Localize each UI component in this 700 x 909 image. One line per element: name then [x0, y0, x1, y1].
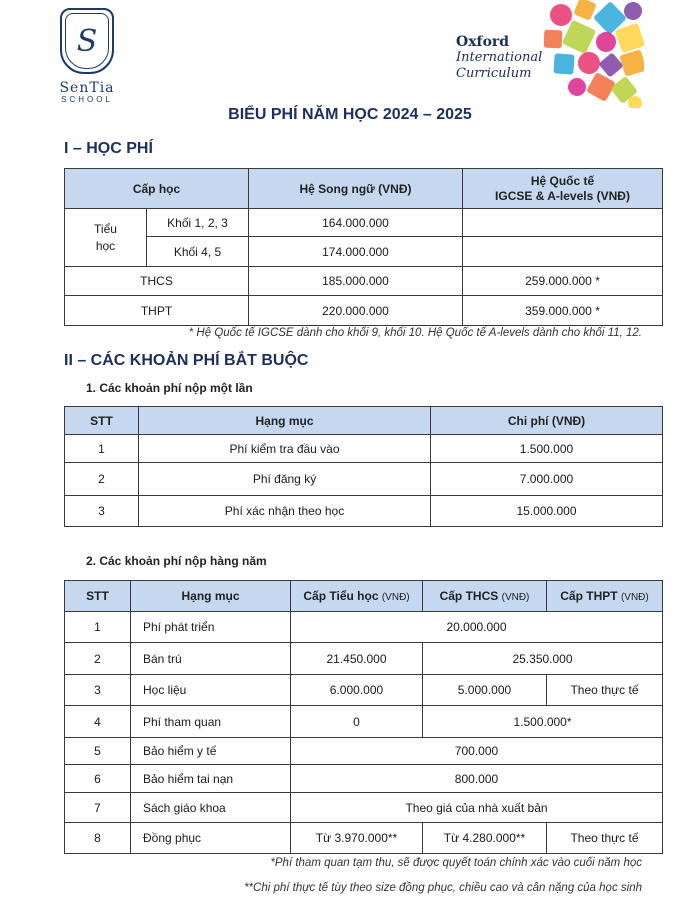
table-row	[65, 463, 663, 496]
header-secondary-unit: (VNĐ)	[501, 592, 530, 603]
school-level: THCS	[65, 267, 249, 296]
section-1-heading: I – HỌC PHÍ	[64, 140, 153, 157]
table-row	[65, 496, 663, 527]
fee-all-levels: 700.000	[291, 738, 663, 765]
international-fee	[463, 209, 663, 237]
header-stt: STT	[65, 407, 139, 435]
fee-primary: 6.000.000	[291, 675, 423, 706]
fee-item: Bảo hiểm y tế	[131, 738, 291, 765]
fee-primary: Từ 3.970.000**	[291, 823, 423, 854]
bilingual-fee: 220.000.000	[249, 296, 463, 326]
fee-item: Đồng phục	[131, 823, 291, 854]
mosaic-tile	[550, 4, 572, 26]
fee-item: Phí phát triển	[131, 612, 291, 643]
mosaic-tile	[619, 49, 644, 76]
partner-line-3: Curriculum	[456, 66, 532, 81]
mosaic-tile	[553, 53, 574, 74]
international-fee: 259.000.000 *	[463, 267, 663, 296]
table-row	[65, 237, 663, 267]
header-item: Hạng mục	[139, 407, 431, 435]
table-row	[65, 612, 663, 643]
fee-all-levels: 20.000.000	[291, 612, 663, 643]
table-row	[65, 765, 663, 793]
fee-primary: 0	[291, 706, 423, 738]
fee-item: Học liệu	[131, 675, 291, 706]
fee-secondary: 5.000.000	[423, 675, 547, 706]
partner-logo-text	[456, 34, 542, 82]
fee-item: Phí đăng ký	[139, 463, 431, 496]
international-fee	[463, 237, 663, 267]
header-level: Cấp học	[65, 169, 249, 209]
crest-monogram: S	[76, 23, 98, 59]
table-row	[65, 296, 663, 326]
row-number: 1	[65, 435, 139, 463]
fee-item: Bán trú	[131, 643, 291, 675]
row-number: 1	[65, 612, 131, 643]
header-high-label: Cấp THPT	[560, 589, 618, 603]
header-secondary-label: Cấp THCS	[439, 589, 499, 603]
header-high	[547, 581, 663, 612]
header-international-line-2: IGCSE & A-levels (VNĐ)	[495, 188, 630, 203]
table-row	[65, 738, 663, 765]
row-number: 8	[65, 823, 131, 854]
row-number: 4	[65, 706, 131, 738]
row-number: 7	[65, 793, 131, 823]
fee-cost: 7.000.000	[431, 463, 663, 496]
row-number: 2	[65, 643, 131, 675]
one-time-fees-heading: 1. Các khoản phí nộp một lần	[86, 381, 253, 395]
school-logo	[56, 8, 118, 104]
fee-all-levels: 800.000	[291, 765, 663, 793]
table-row	[65, 706, 663, 738]
row-number: 2	[65, 463, 139, 496]
header-primary-label: Cấp Tiểu học	[303, 589, 379, 603]
table-row	[65, 793, 663, 823]
mosaic-tile	[567, 77, 587, 97]
mosaic-tile	[562, 20, 597, 55]
primary-label-line-1: Tiểu	[94, 221, 117, 236]
bilingual-fee: 164.000.000	[249, 209, 463, 237]
grade-group: Khối 4, 5	[147, 237, 249, 267]
annual-footnote-1: *Phí tham quan tạm thu, sẽ được quyết toán chính xác vào cuối năm học	[270, 857, 642, 869]
bilingual-fee: 174.000.000	[249, 237, 463, 267]
annual-fees-table	[64, 580, 663, 854]
fee-cost: 1.500.000	[431, 435, 663, 463]
fee-item: Phí kiểm tra đầu vào	[139, 435, 431, 463]
one-time-fees-table	[64, 406, 663, 527]
mosaic-tile	[615, 23, 644, 54]
fee-item: Phí tham quan	[131, 706, 291, 738]
header-item: Hạng mục	[131, 581, 291, 612]
fee-high: Theo thực tế	[547, 823, 663, 854]
decorative-mosaic	[540, 0, 644, 108]
fee-item: Sách giáo khoa	[131, 793, 291, 823]
fee-item: Phí xác nhận theo học	[139, 496, 431, 527]
table-row	[65, 209, 663, 237]
table-row	[65, 823, 663, 854]
document-title: BIỂU PHÍ NĂM HỌC 2024 – 2025	[228, 106, 472, 123]
section-2-heading: II – CÁC KHOẢN PHÍ BẮT BUỘC	[64, 352, 309, 369]
school-level: THPT	[65, 296, 249, 326]
header-international	[463, 169, 663, 209]
grade-group: Khối 1, 2, 3	[147, 209, 249, 237]
fee-cost: 15.000.000	[431, 496, 663, 527]
school-name: SenTia	[59, 80, 115, 96]
header-secondary	[423, 581, 547, 612]
table-row	[65, 643, 663, 675]
header-primary	[291, 581, 423, 612]
fee-secondary-high: 25.350.000	[423, 643, 663, 675]
tuition-footnote: * Hệ Quốc tế IGCSE dành cho khối 9, khối 10. Hệ Quốc tế A-levels dành cho khối 11, 12.	[188, 327, 642, 339]
table-row	[65, 267, 663, 296]
header-stt: STT	[65, 581, 131, 612]
fee-all-levels: Theo giá của nhà xuất bản	[291, 793, 663, 823]
partner-line-1: Oxford	[456, 34, 510, 50]
fee-secondary-high: 1.500.000*	[423, 706, 663, 738]
annual-fees-heading: 2. Các khoản phí nộp hàng năm	[86, 554, 267, 568]
mosaic-tile	[544, 30, 563, 49]
partner-line-2: International	[456, 50, 543, 65]
header-cost: Chi phí (VNĐ)	[431, 407, 663, 435]
school-subtitle: SCHOOL	[61, 95, 113, 104]
header-high-unit: (VNĐ)	[620, 592, 649, 603]
table-row	[65, 435, 663, 463]
row-number: 6	[65, 765, 131, 793]
fee-high: Theo thực tế	[547, 675, 663, 706]
header-international-line-1: Hệ Quốc tế	[530, 173, 595, 188]
school-crest	[60, 8, 114, 74]
fee-primary: 21.450.000	[291, 643, 423, 675]
tuition-table	[64, 168, 663, 326]
header-primary-unit: (VNĐ)	[381, 592, 410, 603]
fee-item: Bảo hiểm tai nạn	[131, 765, 291, 793]
row-number: 5	[65, 738, 131, 765]
row-number: 3	[65, 675, 131, 706]
annual-footnote-2: **Chi phí thực tế tùy theo size đồng phục, chiều cao và cân nặng của học sinh	[244, 882, 642, 894]
international-fee: 359.000.000 *	[463, 296, 663, 326]
row-number: 3	[65, 496, 139, 527]
header-bilingual: Hệ Song ngữ (VNĐ)	[249, 169, 463, 209]
fee-secondary: Từ 4.280.000**	[423, 823, 547, 854]
primary-level-label	[65, 209, 147, 267]
bilingual-fee: 185.000.000	[249, 267, 463, 296]
primary-label-line-2: học	[95, 238, 116, 253]
table-row	[65, 675, 663, 706]
